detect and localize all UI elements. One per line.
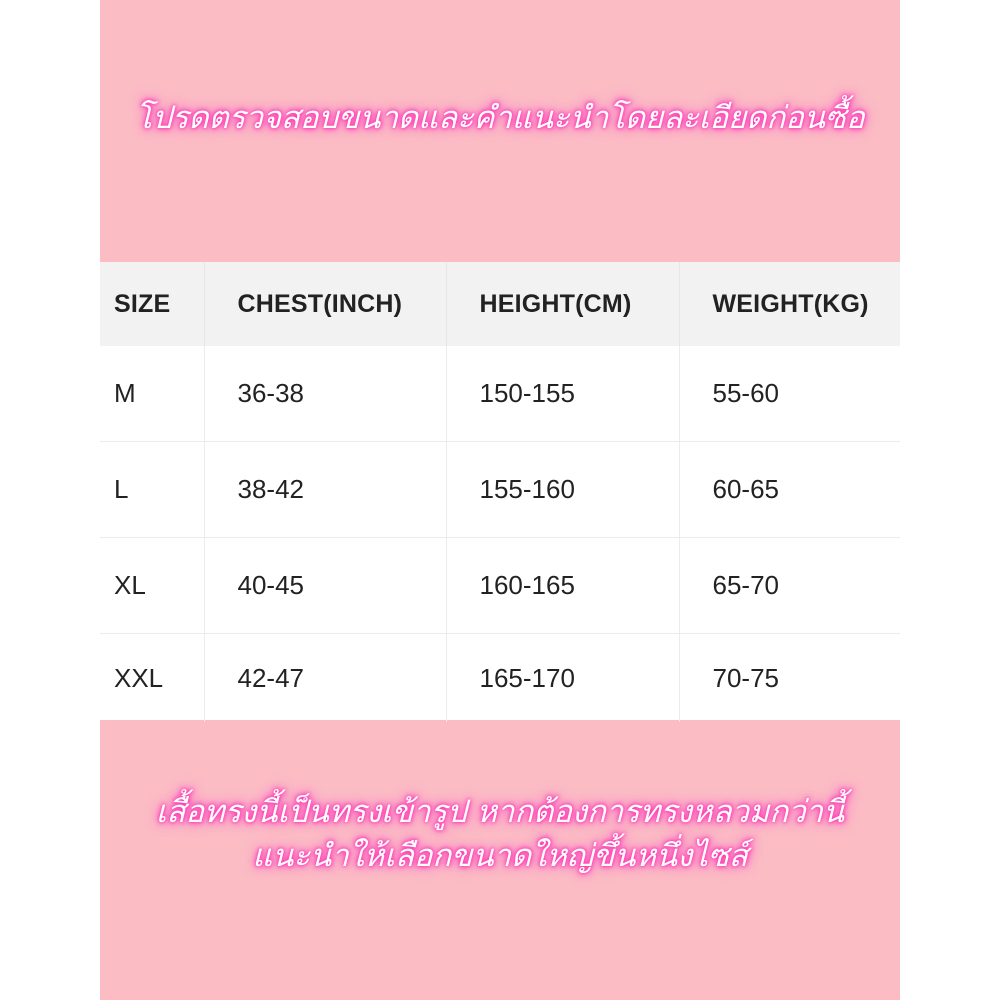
- size-table-container: [100, 262, 900, 720]
- column-header-chest: CHEST(INCH): [204, 262, 446, 346]
- column-header-weight: WEIGHT(KG): [679, 262, 900, 346]
- size-cell: M: [100, 346, 204, 442]
- fit-notice-line-2: แนะนำให้เลือกขนาดใหญ่ขึ้นหนึ่งไซส์: [252, 838, 748, 874]
- column-header-size: SIZE: [100, 262, 204, 346]
- size-cell: XXL: [100, 634, 204, 723]
- height-cell: 155-160: [446, 442, 679, 538]
- bottom-fit-notice-banner: [100, 720, 900, 1000]
- weight-cell: 65-70: [679, 538, 900, 634]
- table-row: [100, 346, 900, 442]
- chest-cell: 36-38: [204, 346, 446, 442]
- column-header-height: HEIGHT(CM): [446, 262, 679, 346]
- height-cell: 150-155: [446, 346, 679, 442]
- table-row: [100, 538, 900, 634]
- table-row: [100, 634, 900, 723]
- height-cell: 160-165: [446, 538, 679, 634]
- top-notice-banner: [100, 0, 900, 262]
- size-guide-panel: [100, 0, 900, 1000]
- weight-cell: 55-60: [679, 346, 900, 442]
- size-cell: XL: [100, 538, 204, 634]
- size-cell: L: [100, 442, 204, 538]
- chest-cell: 38-42: [204, 442, 446, 538]
- weight-cell: 70-75: [712, 662, 779, 693]
- chest-cell: 42-47: [204, 634, 446, 723]
- fit-notice-line-1: เสื้อทรงนี้เป็นทรงเข้ารูป หากต้องการทรงหลวมกว่านี้: [155, 794, 845, 830]
- size-table: [100, 262, 900, 722]
- check-size-notice: โปรดตรวจสอบขนาดและคำแนะนำโดยละเอียดก่อนซื้อ: [135, 100, 865, 136]
- table-row: [100, 442, 900, 538]
- chest-cell: 40-45: [204, 538, 446, 634]
- table-header-row: [100, 262, 900, 346]
- weight-cell: 60-65: [679, 442, 900, 538]
- height-cell: 165-170: [446, 634, 679, 723]
